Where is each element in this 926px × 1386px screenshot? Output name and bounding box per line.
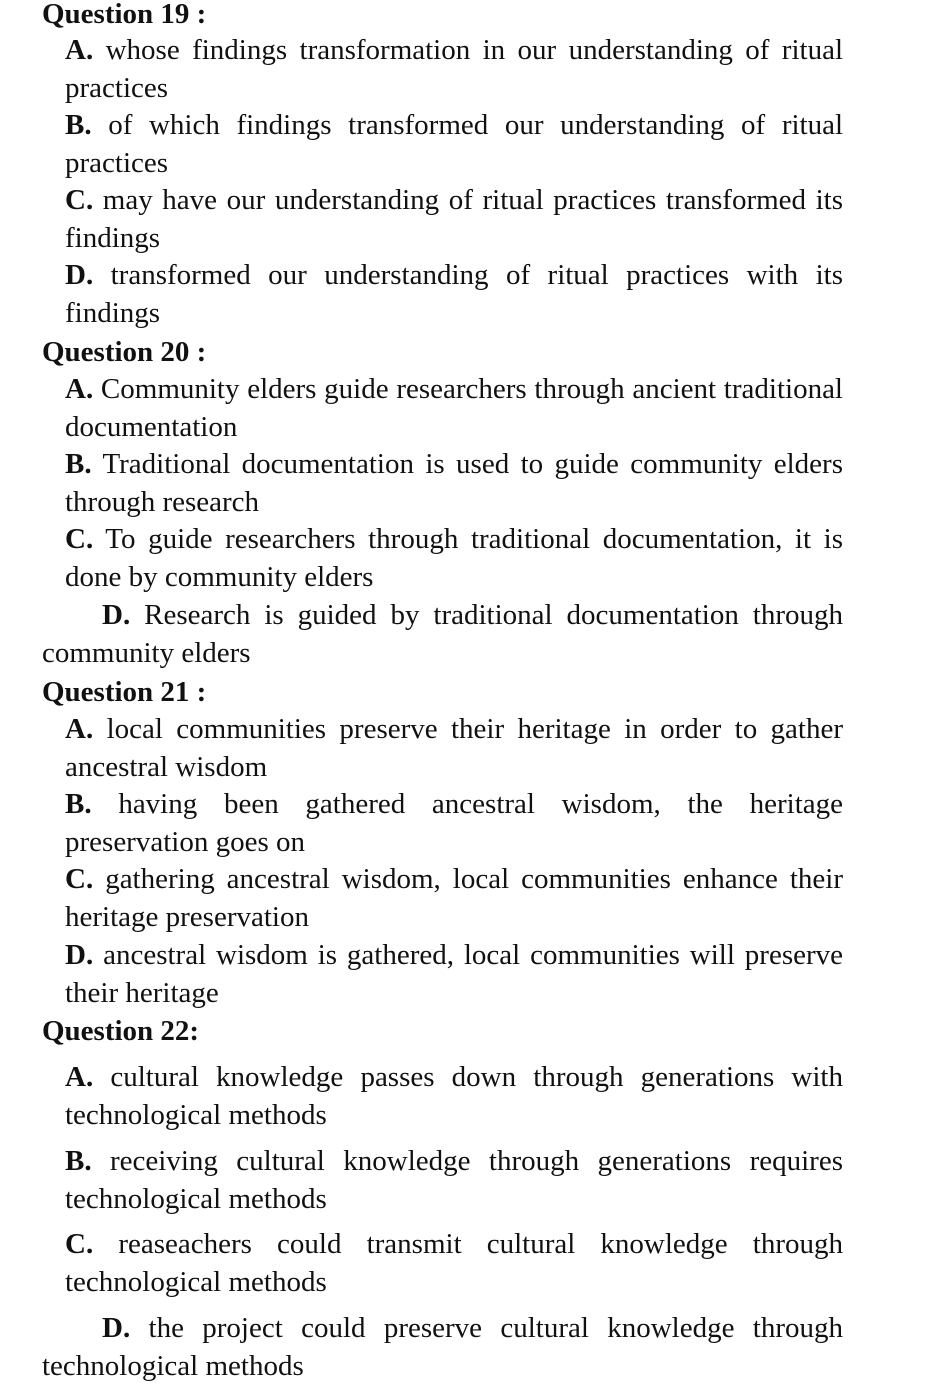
option-letter: C. (65, 184, 94, 216)
question-21-option-d (65, 937, 843, 1012)
option-text: whose findings transformation in our understanding of ritual practices (65, 34, 844, 104)
option-text: Research is guided by traditional documentation through community elders (42, 599, 843, 669)
option-letter: B. (65, 1145, 92, 1177)
option-letter: D. (102, 599, 131, 631)
question-19-option-b (65, 107, 843, 182)
option-text: receiving cultural knowledge through generations requires technological methods (65, 1145, 843, 1215)
option-letter: A. (65, 373, 94, 405)
option-letter: C. (65, 523, 94, 555)
option-text: may have our understanding of ritual practices transformed its findings (65, 184, 844, 254)
option-letter: A. (65, 34, 94, 66)
option-letter: A. (65, 1061, 94, 1093)
question-20-option-b (65, 446, 843, 521)
option-text: ancestral wisdom is gathered, local communities will preserve their heritage (65, 939, 843, 1009)
question-20-title: Question 20 : (42, 336, 207, 368)
question-20-option-c (65, 521, 843, 596)
option-letter: B. (65, 788, 92, 820)
option-text: the project could preserve cultural knowledge through technological methods (42, 1312, 843, 1382)
question-19-title: Question 19 : (42, 0, 207, 30)
option-text: cultural knowledge passes down through generations with technological methods (65, 1061, 843, 1131)
question-22-option-d (42, 1310, 843, 1385)
option-letter: D. (102, 1312, 131, 1344)
option-letter: D. (65, 939, 94, 971)
question-21-title: Question 21 : (42, 676, 207, 708)
question-22-title: Question 22: (42, 1015, 200, 1047)
option-text: Traditional documentation is used to guide community elders through research (65, 448, 843, 518)
question-21-option-a (65, 711, 843, 786)
question-22-option-c (65, 1226, 843, 1301)
option-text: reaseachers could transmit cultural knowledge through technological methods (65, 1228, 844, 1298)
question-22-option-a (65, 1059, 843, 1134)
option-letter: B. (65, 109, 92, 141)
option-letter: A. (65, 713, 94, 745)
question-19-option-a (65, 32, 843, 107)
option-letter: C. (65, 863, 94, 895)
question-21-option-c (65, 861, 843, 936)
question-21-option-b (65, 786, 843, 861)
question-20-option-d (42, 597, 843, 672)
option-text: To guide researchers through traditional documentation, it is done by community elders (65, 523, 843, 593)
option-text: having been gathered ancestral wisdom, the heritage preservation goes on (65, 788, 844, 858)
question-20-option-a (65, 371, 843, 446)
question-19-option-c (65, 182, 843, 257)
option-letter: B. (65, 448, 92, 480)
option-text: local communities preserve their heritage in order to gather ancestral wisdom (65, 713, 844, 783)
option-text: transformed our understanding of ritual practices with its findings (65, 259, 843, 329)
option-text: Community elders guide researchers through ancient traditional documentation (65, 373, 843, 443)
option-letter: D. (65, 259, 94, 291)
question-19-option-d (65, 257, 843, 332)
option-text: of which findings transformed our understanding of ritual practices (65, 109, 844, 179)
option-text: gathering ancestral wisdom, local communities enhance their heritage preservation (65, 863, 844, 933)
question-22-option-b (65, 1143, 843, 1218)
option-letter: C. (65, 1228, 94, 1260)
